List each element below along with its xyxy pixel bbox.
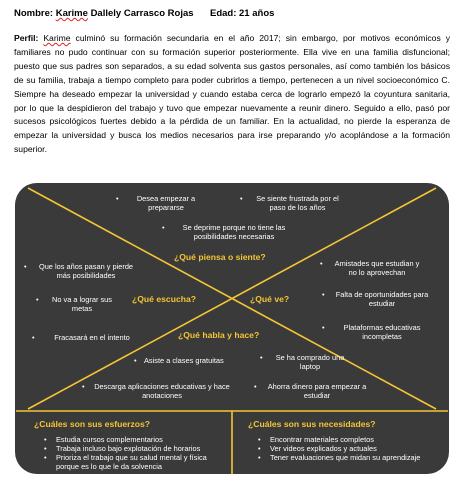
- question-think-feel: ¿Qué piensa o siente?: [174, 252, 266, 262]
- hear-item-1: • Que los años pasan y pierde más posibilidades: [34, 262, 138, 280]
- say-item-3: • Descarga aplicaciones educativas y hace anotaciones: [92, 382, 232, 400]
- question-see: ¿Qué ve?: [250, 294, 290, 304]
- effort-item: • Prioriza el trabajo que su salud mental y física porque es lo que le da solvencia: [44, 454, 226, 472]
- question-needs: ¿Cuáles son sus necesidades?: [248, 419, 376, 429]
- question-efforts: ¿Cuáles son sus esfuerzos?: [34, 419, 151, 429]
- question-hear: ¿Qué escucha?: [132, 294, 196, 304]
- see-item-2: • Falta de oportunidades para estudiar: [332, 290, 432, 308]
- think-item-1: • Desea empezar a prepararse: [126, 194, 206, 212]
- profile-text: culminó su formación secundaria en el año 2017; sin embargo, por motivos económicos y familiares no pudo continuar con su formación superior posteriormente. Ella vive en una familia disfuncional; puesto que sus padres son separados, a su edad solventa sus gastos personales, así como también los básicos de su familia, trabaja a tiempo completo para poder cubrirlos a tiempo, pertenecen a un nivel socioeconómico C. Siempre ha deseado empezar la universidad y cuando estaba cerca de lograrlo empezó la coyuntura sanitaria, por lo que la despidieron del trabajo y tuvo que empezar nuevamente a reunir dinero. Seguido a ello, pasó por sucesos psicológicos fuertes debido a la pérdida de un familiar. En la actualidad, no pierde la esperanza de empezar la universidad y busca los medios necesarios para irse preparando y/o acoplándose a la formación superior.: [14, 33, 451, 155]
- effort-item: • Trabaja incluso bajo explotación de horarios: [44, 445, 226, 454]
- profile-first-word: Karime: [43, 33, 71, 43]
- think-item-3: • Se deprime porque no tiene las posibilidades necesarias: [172, 223, 296, 241]
- efforts-list: [44, 436, 226, 472]
- think-item-2: • Se siente frustrada por el paso de los años: [250, 194, 345, 212]
- profile-label: Perfil:: [14, 33, 39, 43]
- say-item-2: • Se ha comprado una laptop: [270, 353, 350, 371]
- see-item-3: • Plataformas educativas incompletas: [332, 323, 432, 341]
- question-say-do: ¿Qué habla y hace?: [178, 330, 260, 340]
- need-item: • Ver videos explicados y actuales: [258, 445, 448, 454]
- need-item: • Encontrar materiales completos: [258, 436, 448, 445]
- effort-item: • Estudia cursos complementarios: [44, 436, 226, 445]
- need-item: • Tener evaluaciones que midan su aprendizaje: [258, 454, 448, 463]
- needs-list: [258, 436, 448, 463]
- name-first: Karime: [55, 8, 88, 19]
- name-rest: Dallely Carrasco Rojas: [90, 8, 194, 19]
- profile-paragraph: [14, 32, 450, 157]
- name-line: [14, 8, 194, 19]
- empathy-map: [14, 182, 450, 475]
- hear-item-3: • Fracasará en el intento: [42, 333, 142, 342]
- name-label: Nombre:: [14, 8, 54, 19]
- see-item-1: • Amistades que estudian y no lo aprovechan: [330, 259, 424, 277]
- age-label: Edad: 21 años: [210, 8, 275, 19]
- say-item-1: • Asiste a clases gratuitas: [144, 356, 254, 365]
- hear-item-2: • No va a lograr sus metas: [46, 295, 118, 313]
- say-item-4: • Ahorra dinero para empezar a estudiar: [264, 382, 370, 400]
- persona-header: [14, 8, 275, 19]
